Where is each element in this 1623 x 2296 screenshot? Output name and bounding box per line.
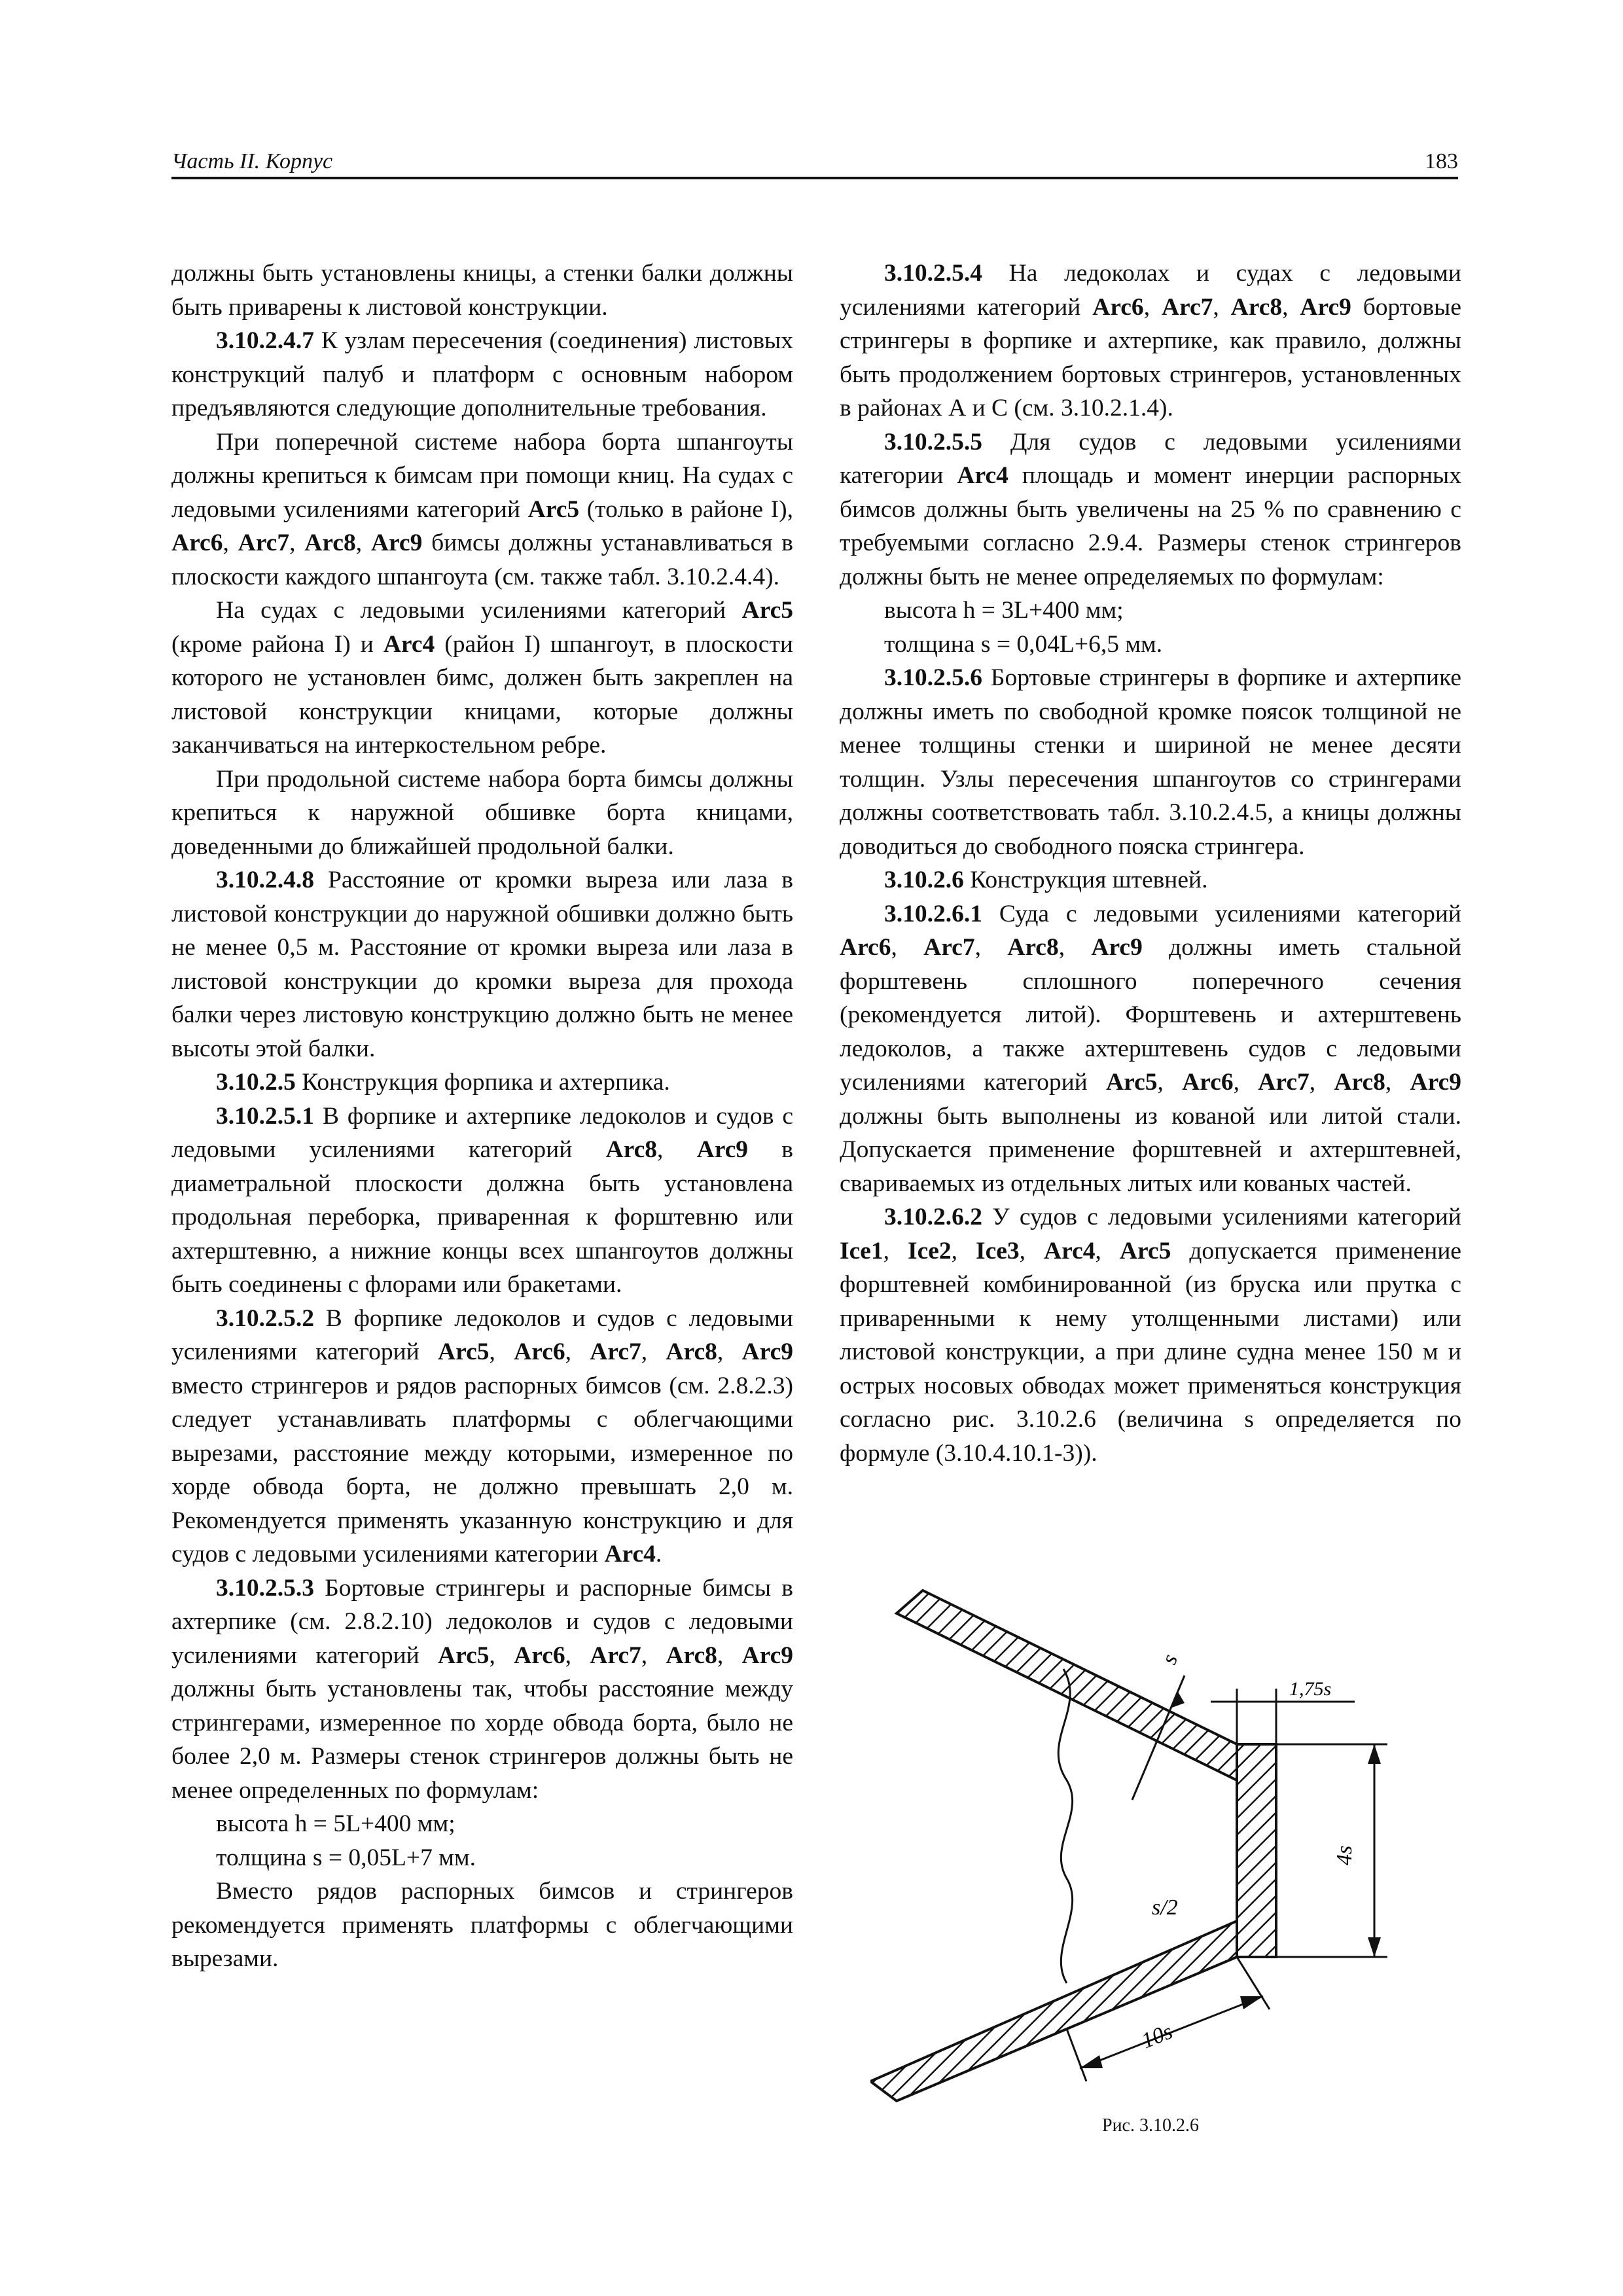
ice-class: Arc6 xyxy=(840,934,891,961)
running-title: Часть II. Корпус xyxy=(171,149,333,173)
ice-class: Arc9 xyxy=(1300,293,1351,321)
paragraph-text: К узлам пересечения (соединения) листовых конструкций палуб и платформ с основным набором предъявляются следующие дополнительные требования. xyxy=(171,327,793,422)
clause-number: 3.10.2.5.5 xyxy=(884,428,982,456)
ice-class: Arc7 xyxy=(923,934,975,961)
formula: высота h = 3L+400 мм; xyxy=(884,597,1124,624)
ice-class: Arc8 xyxy=(666,1338,717,1365)
text: , xyxy=(891,934,924,961)
ice-class: Arc8 xyxy=(666,1641,717,1669)
paragraph xyxy=(840,897,1461,1201)
ice-class: Ice2 xyxy=(908,1237,952,1265)
text: (район I) шпангоут, в плоскости которого не установлен бимс, должен быть закреплен на листовой конструкции кницами, которые должны заканчиваться на интеркостельном ребре. xyxy=(171,630,794,759)
text: , xyxy=(289,529,305,556)
clause-number: 3.10.2.6.2 xyxy=(884,1204,982,1230)
text: , xyxy=(1095,1237,1120,1265)
formula: толщина s = 0,04L+6,5 мм. xyxy=(884,630,1163,658)
ice-class: Arc6 xyxy=(1182,1069,1234,1096)
paragraph-text: Конструкция штевней. xyxy=(963,867,1208,893)
text: , xyxy=(641,1338,666,1365)
dim-10s-ext-2 xyxy=(1067,2029,1086,2081)
text: должны быть выполнены из кованой или литой стали. Допускается применение форштевней и ахтерштевней, свариваемых из отдельных литых или кованых частей. xyxy=(840,1102,1461,1197)
ice-class: Arc8 xyxy=(1230,293,1283,321)
paragraph-text: Бортовые стрингеры в форпике и ахтерпике должны иметь по свободной кромке поясок толщиной не менее толщины стенки и шириной не менее десяти толщин. Узлы пересечения шпангоутов со стрингерами должны соответствовать табл. 3.10.2.4.5, а кницы должны доводиться до свободного пояска стрингера. xyxy=(840,664,1461,860)
text: Для судов с ледовыми усилениями категории xyxy=(840,428,1461,489)
right-column xyxy=(840,257,1461,1470)
text: , xyxy=(1157,1069,1183,1096)
text: (только в районе I), xyxy=(579,495,793,523)
text: (кроме района I) и xyxy=(171,630,383,658)
left-column xyxy=(171,257,793,1976)
upper-plate xyxy=(897,1590,1237,1780)
text: , xyxy=(489,1338,514,1365)
ice-class: Arc7 xyxy=(238,529,290,556)
formula: толщина s = 0,05L+7 мм. xyxy=(216,1844,476,1871)
paragraph xyxy=(171,425,793,594)
text: , xyxy=(1058,934,1092,961)
paragraph xyxy=(171,1100,793,1302)
paragraph xyxy=(171,1066,793,1100)
paragraph xyxy=(171,324,793,425)
label-4s: 4s xyxy=(1332,1845,1357,1865)
label-s: s xyxy=(1156,1651,1183,1668)
paragraph xyxy=(840,1200,1461,1470)
clause-number: 3.10.2.6.1 xyxy=(884,900,982,927)
lower-plate xyxy=(870,1921,1237,2101)
text: Бортовые стрингеры и распорные бимсы в ахтерпике (см. 2.8.2.10) ледоколов и судов с ледовыми усилениями категорий xyxy=(171,1574,793,1669)
text: , xyxy=(223,529,238,556)
label-s2: s/2 xyxy=(1152,1895,1178,1920)
text: , xyxy=(1309,1069,1334,1096)
text: должны быть установлены так, чтобы расстояние между стрингерами, измеренное по хорде обвода борта, было не более 2,0 м. Размеры стенок стрингеров должны быть не менее определенных по формулам: xyxy=(171,1676,793,1804)
text: , xyxy=(974,934,1008,961)
ice-class: Arc5 xyxy=(1106,1069,1158,1096)
ice-class: Arc5 xyxy=(527,495,580,523)
clause-number: 3.10.2.5.4 xyxy=(884,260,982,287)
figure-caption: Рис. 3.10.2.6 xyxy=(1102,2115,1199,2136)
text: В форпике ледоколов и судов с ледовыми усилениями категорий xyxy=(171,1304,793,1365)
formula: высота h = 5L+400 мм; xyxy=(216,1810,455,1837)
dim-10s-arrow-left xyxy=(1080,2055,1103,2068)
text: , xyxy=(1213,293,1231,321)
text: , xyxy=(1282,293,1300,321)
label-10s: 10s xyxy=(1138,2019,1176,2054)
text: , xyxy=(641,1641,666,1669)
ice-class: Arc4 xyxy=(1044,1237,1096,1265)
ice-class: Ice1 xyxy=(840,1237,883,1265)
text: Суда с ледовыми усилениями категорий xyxy=(982,900,1461,927)
text: , xyxy=(1019,1237,1044,1265)
paragraph xyxy=(840,425,1461,594)
text: вместо стрингеров и рядов распорных бимсов (см. 2.8.2.3) следует устанавливать платформы с облегчающими вырезами, расстояние между которыми, измеренное по хорде обвода борта, не должно превышать 2,0 м. Рекомендуется применять указанную конструкцию и для судов с ледовыми усилениями категории xyxy=(171,1372,793,1568)
dim-4s-arrow-bottom xyxy=(1368,1937,1381,1957)
clause-number: 3.10.2.5.3 xyxy=(216,1574,314,1602)
text: , xyxy=(565,1338,590,1365)
text: , xyxy=(1233,1069,1258,1096)
paragraph-text: Расстояние от кромки выреза или лаза в листовой конструкции до наружной обшивки должно быть не менее 0,5 м. Расстояние от кромки выреза или лаза в листовой конструкции до кромки выреза для прохода балки через листовую конструкцию должно быть не менее высоты этой балки. xyxy=(171,867,793,1062)
text: . xyxy=(655,1541,662,1568)
ice-class: Arc8 xyxy=(1007,934,1059,961)
ice-class: Arc4 xyxy=(957,462,1008,489)
ice-class: Arc5 xyxy=(741,597,793,624)
stem-figure xyxy=(870,1584,1446,2108)
clause-number: 3.10.2.5.2 xyxy=(216,1304,314,1332)
text: допускается применение форштевней комбинированной (из бруска или прутка с приваренными к нему утолщенными листами) или листовой конструкции, а при длине судна менее 150 м и острых носовых обводах может применяться конструкция согласно рис. 3.10.2.6 (величина s определяется по формуле (3.10.4.10.1-3)). xyxy=(840,1237,1462,1467)
paragraph xyxy=(171,594,793,762)
ice-class: Arc9 xyxy=(370,529,423,556)
header-rule xyxy=(171,177,1458,179)
ice-class: Arc8 xyxy=(1334,1069,1385,1096)
clause-number: 3.10.2.4.7 xyxy=(216,327,314,354)
break-line xyxy=(1058,1669,1072,1983)
stem-drawing xyxy=(870,1584,1446,2108)
paragraph xyxy=(840,863,1461,897)
paragraph: должны быть установлены кницы, а стенки балки должны быть приварены к листовой конструкции. xyxy=(171,260,793,321)
dim-4s-arrow-top xyxy=(1368,1744,1381,1764)
ice-class: Ice3 xyxy=(976,1237,1020,1265)
ice-class: Arc6 xyxy=(1092,293,1144,321)
clause-number: 3.10.2.5 xyxy=(216,1069,296,1096)
text: , xyxy=(1385,1069,1410,1096)
label-175s: 1,75s xyxy=(1289,1678,1332,1700)
page-number: 183 xyxy=(1425,149,1458,173)
text: , xyxy=(657,1136,697,1163)
ice-class: Arc4 xyxy=(604,1541,656,1568)
ice-class: Arc6 xyxy=(171,529,223,556)
stem-bar xyxy=(1237,1744,1276,1957)
text: в диаметральной плоскости должна быть установлена продольная переборка, приваренная к форштевню или ахтерштевню, а нижние концы всех шпангоутов должны быть соединены с флорами или бракетами. xyxy=(171,1136,794,1298)
text: На судах с ледовыми усилениями категорий xyxy=(216,597,742,624)
text: У судов с ледовыми усилениями категорий xyxy=(982,1204,1461,1230)
text: , xyxy=(883,1237,908,1265)
text: , xyxy=(489,1641,514,1669)
text: На ледоколах и судах с ледовыми усилениями категорий xyxy=(840,260,1461,321)
paragraph xyxy=(171,1571,793,1808)
ice-class: Arc7 xyxy=(590,1338,641,1365)
text: , xyxy=(355,529,371,556)
text: , xyxy=(717,1338,742,1365)
clause-number: 3.10.2.4.8 xyxy=(216,867,314,893)
clause-number: 3.10.2.6 xyxy=(884,867,964,893)
ice-class: Arc7 xyxy=(1161,293,1213,321)
paragraph-text: Конструкция форпика и ахтерпика. xyxy=(295,1069,670,1096)
paragraph xyxy=(840,661,1461,863)
clause-number: 3.10.2.5.6 xyxy=(884,664,982,691)
ice-class: Arc4 xyxy=(383,630,435,658)
text: , xyxy=(717,1641,742,1669)
paragraph xyxy=(171,863,793,1066)
ice-class: Arc7 xyxy=(1258,1069,1310,1096)
ice-class: Arc5 xyxy=(1119,1237,1171,1265)
ice-class: Arc5 xyxy=(438,1641,490,1669)
text: бимсы должны устанавливаться в плоскости каждого шпангоута (см. также табл. 3.10.2.4.4). xyxy=(171,529,794,590)
text: площадь и момент инерции распорных бимсов должны быть увеличены на 25 % по сравнению с требуемыми согласно 2.9.4. Размеры стенок стрингеров должны быть не менее определяемых по формулам: xyxy=(840,462,1461,590)
text: , xyxy=(565,1641,590,1669)
text: В форпике и ахтерпике ледоколов и судов с ледовыми усилениями категорий xyxy=(171,1102,793,1163)
text: бортовые стрингеры в форпике и ахтерпике, как правило, должны быть продолжением бортовых стрингеров, установленных в районах А и С (см. 3.10.2.1.4). xyxy=(840,293,1462,422)
ice-class: Arc6 xyxy=(514,1338,565,1365)
text: , xyxy=(1143,293,1162,321)
ice-class: Arc6 xyxy=(514,1641,565,1669)
clause-number: 3.10.2.5.1 xyxy=(216,1102,314,1130)
ice-class: Arc9 xyxy=(1410,1069,1461,1096)
ice-class: Arc9 xyxy=(696,1136,749,1163)
text: , xyxy=(951,1237,976,1265)
ice-class: Arc8 xyxy=(304,529,356,556)
dim-10s-arrow-right xyxy=(1240,1996,1263,2009)
paragraph: При продольной системе набора борта бимсы должны крепиться к наружной обшивке борта кницами, доведенными до ближайшей продольной балки. xyxy=(171,765,793,860)
ice-class: Arc9 xyxy=(741,1641,793,1669)
text: При поперечной системе набора борта шпангоуты должны крепиться к бимсам при помощи книц. На судах с ледовыми усилениями категорий xyxy=(171,428,793,523)
text: должны иметь стальной форштевень сплошного поперечного сечения (рекомендуется литой). Форштевень и ахтерштевень ледоколов, а также ахтерштевень судов с ледовыми усилениями категорий xyxy=(840,934,1462,1096)
ice-class: Arc5 xyxy=(438,1338,490,1365)
dim-s-arrow xyxy=(1170,1692,1185,1708)
ice-class: Arc8 xyxy=(605,1136,657,1163)
paragraph xyxy=(171,1302,793,1571)
paragraph: Вместо рядов распорных бимсов и стрингеров рекомендуется применять платформы с облегчающими вырезами. xyxy=(171,1878,793,1972)
ice-class: Arc9 xyxy=(741,1338,793,1365)
paragraph xyxy=(840,257,1461,425)
ice-class: Arc9 xyxy=(1091,934,1143,961)
page-header xyxy=(171,143,1458,179)
ice-class: Arc7 xyxy=(590,1641,641,1669)
